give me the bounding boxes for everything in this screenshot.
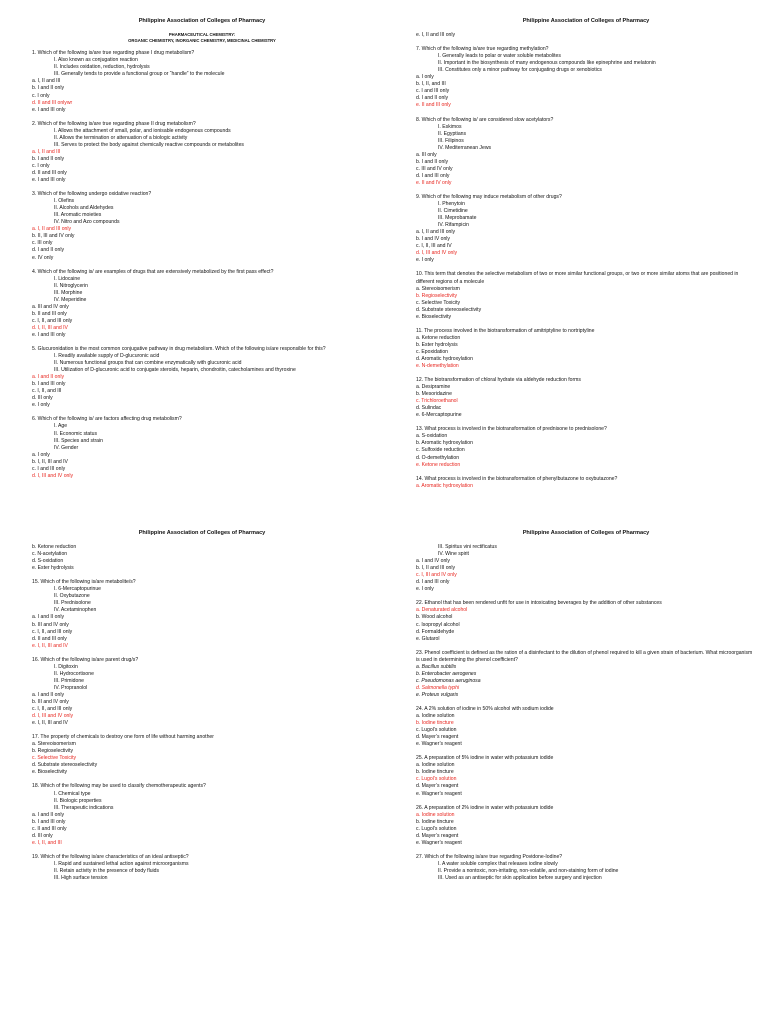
statement-item: I. Phenytoin: [438, 201, 465, 208]
statement-item: IV. Propranolol: [54, 684, 88, 691]
answer-option: e. Bioselectivity: [416, 313, 452, 320]
question: [416, 426, 756, 468]
question: [416, 854, 756, 882]
question-text: 7. Which of the following is/are true regarding methylation?: [416, 46, 549, 53]
answer-option: d. Substrate stereoselectivity: [416, 306, 482, 313]
page-header: Philippine Association of Colleges of Pharmacy: [522, 18, 650, 24]
answer-option: a. Stereoisomerism: [32, 741, 76, 748]
answer-option-marked: a. Iodine solution: [416, 811, 455, 818]
page-2: [384, 0, 768, 512]
question-text: 15. Which of the following is/are metabolite/s?: [32, 579, 136, 586]
answer-option: b. III and IV only: [32, 698, 69, 705]
answer-option: b. I and III only: [32, 818, 66, 825]
statement-item: II. Numerous functional groups that can combine enzymatically with glucuronic acid: [54, 360, 242, 367]
answer-option: b. I and II only: [32, 155, 64, 162]
answer-option-marked: e. N-demethylation: [416, 363, 459, 370]
question-text: 22. Ethanol that has been rendered unfit for use in intoxicating beverages by the addition of other substances: [416, 600, 662, 607]
answer-option: e. Wagner’s reagent: [416, 839, 462, 846]
question: [32, 50, 372, 113]
question-text: 12. The biotransformation of chloral hydrate via aldehyde reduction forms: [416, 377, 581, 384]
question-text: 14. What process is involved in the biotransformation of phenylbutazone to oxybutazone?: [416, 475, 618, 482]
question: [32, 191, 372, 261]
answer-option: a. I and II only: [32, 691, 64, 698]
answer-option: e. Ester hydrolysis: [32, 565, 74, 572]
statement-item: IV. Meperidine: [54, 296, 87, 303]
answer-option: d. Mayer’s reagent: [416, 832, 459, 839]
page-content: [32, 18, 372, 487]
answer-option: b. Enterobacter aerogenes: [416, 670, 477, 677]
answer-option: a. I only: [416, 74, 434, 81]
statement-item: III. Utilization of D-glucuronic acid to conjugate steroids, heparin, chondroitin, catecholamines and thyroxine: [54, 367, 296, 374]
question: [416, 377, 756, 419]
answer-option: a. Desipramine: [416, 384, 451, 391]
question-text: 27. Which of the following is/are true regarding Povidone-Iodine?: [416, 853, 563, 860]
answer-option: c. I, II, III and IV: [416, 243, 452, 250]
answer-option: b. Regioselectivity: [32, 748, 74, 755]
statement-item: II. Oxybutazone: [54, 593, 90, 600]
answer-option-marked: b. Iodine tincture: [416, 720, 454, 727]
answer-option: b. I and II only: [32, 85, 64, 92]
question-text: 4. Which of the following is/ are examples of drugs that are extensively metabolized by the first pass effect?: [32, 268, 274, 275]
statement-item: III. Therapeutic indications: [54, 804, 114, 811]
subtitle-block: [32, 32, 372, 43]
answer-option: e. 6-Mercaptopurine: [416, 412, 462, 419]
answer-option: d. O-demethylation: [416, 454, 460, 461]
answer-option: a. I and II only: [32, 811, 64, 818]
question: [416, 476, 756, 490]
answer-option-marked: e. I, II, III and IV: [32, 642, 68, 649]
question: [32, 783, 372, 846]
statement-item: I. Rapid and sustained lethal action against microorganisms: [54, 860, 189, 867]
statement-item: IV. Gender: [54, 444, 79, 451]
statement-item: I. Lidocaine: [54, 275, 81, 282]
subtitle: ORGANIC CHEMISTRY, INORGANIC CHEMISTRY, MEDICINAL CHEMISTRY: [128, 37, 276, 43]
question-text: 23. Phenol coefficient is defined as the ration of a disinfectant to the dilution of phenol required to kill a given strain of bacterium. What microorganism is used in determining the phenol coefficient?: [416, 649, 753, 663]
answer-option: b. Iodine tincture: [416, 818, 454, 825]
answer-option: c. Pseudomonas aeruginosa: [416, 677, 481, 684]
statement-item: III. Prednisolone: [54, 600, 91, 607]
statement-item: III. Spiritus vini rectificatus: [438, 544, 497, 551]
question-text: 10. This term that denotes the selective metabolism of two or more similar functional groups, or two or more similar atoms that are positioned in different regions of a molecule: [416, 271, 739, 285]
answer-option: c. I and III only: [32, 465, 66, 472]
answer-option-marked: a. I, II and III: [32, 148, 61, 155]
answer-option: e. I and III only: [32, 106, 66, 113]
answer-option-marked: a. I and II only: [32, 374, 64, 381]
statement-item: I. Age: [54, 423, 68, 430]
page-header: Philippine Association of Colleges of Pharmacy: [138, 18, 266, 24]
question-text: 24. A 2% solution of iodine in 50% alcohol with sodium iodide: [416, 705, 554, 712]
answer-option: e. I and III only: [32, 177, 66, 184]
continued-question: [416, 32, 756, 39]
answer-option: d. I and II only: [32, 247, 64, 254]
answer-option: a. Iodine solution: [416, 713, 455, 720]
question-text: 11. The process involved in the biotransformation of amitriptyline to nortriptyline: [416, 327, 595, 334]
answer-option: c. I, II, and III only: [32, 628, 73, 635]
answer-option: a. I and II only: [32, 614, 64, 621]
statement-item: III. Serves to protect the body against chemically reactive compounds or metabolites: [54, 141, 244, 148]
answer-option: a. Stereoisomerism: [416, 285, 460, 292]
question: [416, 328, 756, 370]
statement-item: II. Cimetidine: [438, 208, 468, 215]
statement-item: II. Egyptians: [438, 130, 467, 137]
answer-option: a. I only: [32, 451, 50, 458]
continued-question: [32, 544, 372, 572]
answer-option: d. III only: [32, 832, 53, 839]
statement-item: IV. Nitro and Azo compounds: [54, 219, 120, 226]
statement-item: I. Chemical type: [54, 790, 91, 797]
answer-option-marked: c. Lugol’s solution: [416, 776, 457, 783]
statement-item: II. Hydrocortisone: [54, 670, 94, 677]
question-text: 8. Which of the following is/ are considered slow acetylators?: [416, 116, 554, 123]
answer-option: e. I only: [32, 402, 50, 409]
answer-option: c. III only: [32, 240, 53, 247]
page-content: [416, 530, 756, 889]
answer-option-marked: e. II and IV only: [416, 179, 452, 186]
answer-option: c. Selective Toxicity: [416, 299, 461, 306]
answer-option: a. Ketone reduction: [416, 334, 461, 341]
answer-option: c. Sulfoxide reduction: [416, 447, 465, 454]
answer-option: d. II and III only: [32, 169, 67, 176]
statement-item: III. High surface tension: [54, 875, 108, 882]
question: [416, 650, 756, 699]
statement-item: I. Eskimos: [438, 123, 462, 130]
answer-option: c. I and III only: [416, 88, 450, 95]
answer-option: c. I only: [32, 92, 50, 99]
answer-option: e. I only: [416, 586, 434, 593]
answer-option: a. Iodine solution: [416, 762, 455, 769]
answer-option: e. Glutarol: [416, 635, 440, 642]
page-1: [0, 0, 384, 512]
statement-item: I. 6-Mercaptopurinue: [54, 586, 102, 593]
answer-option-marked: a. Denaturated alcohol: [416, 607, 468, 614]
answer-option: d. I and III only: [416, 172, 450, 179]
answer-option: b. I and IV only: [416, 236, 450, 243]
statement-item: I. Readily available supply of D-glucuronic acid: [54, 353, 160, 360]
answer-option: d. S-oxidation: [32, 558, 64, 565]
statement-item: III. Generally tends to provide a functional group or “handle” to the molecule: [54, 71, 225, 78]
question-text: 19. Which of the following is/are characteristics of an ideal antiseptic?: [32, 853, 189, 860]
question-text: 2. Which of the following is/are true regarding phase II drug metabolism?: [32, 120, 196, 127]
page-4: [384, 512, 768, 1024]
question: [32, 121, 372, 184]
answer-option: a. I and IV only: [416, 558, 450, 565]
question: [32, 416, 372, 479]
answer-option: a. I, II and III only: [416, 229, 456, 236]
subtitle: PHARMACEUTICAL CHEMISTRY:: [168, 32, 236, 38]
statement-item: IV. Wine spirit: [438, 551, 469, 558]
question: [32, 579, 372, 649]
answer-option: e. I, II and III only: [416, 32, 456, 39]
answer-option: b. Wood alcohol: [416, 614, 453, 621]
page-content: [32, 530, 372, 889]
question-text: 26. A preparation of 2% iodine in water with potassium iodide: [416, 804, 554, 811]
question-text: 3. Which of the following undergo oxidative reaction?: [32, 191, 152, 198]
statement-item: I. Digitoxin: [54, 663, 78, 670]
answer-option: d. Formaldehyde: [416, 628, 455, 635]
answer-option: b. Ester hydrolysis: [416, 341, 458, 348]
answer-option: c. I, II, and III only: [32, 706, 73, 713]
answer-option-marked: a. Aromatic hydroxylation: [416, 482, 473, 489]
answer-option-marked: a. I, II and III only: [32, 226, 72, 233]
answer-option: a. III only: [416, 151, 437, 158]
answer-option-marked: e. I, II, and III: [32, 839, 62, 846]
answer-option: a. I, II and III: [32, 78, 61, 85]
statement-item: IV. Rifampicin: [438, 222, 469, 229]
statement-item: IV. Mediterranean Jews: [438, 144, 492, 151]
page-header: Philippine Association of Colleges of Pharmacy: [522, 530, 650, 536]
question: [32, 734, 372, 776]
answer-option: d. II and III only: [32, 635, 67, 642]
question: [32, 269, 372, 339]
question-text: 16. Which of the following is/are parent drug/s?: [32, 656, 139, 663]
answer-option-marked: e. II and III only: [416, 102, 451, 109]
question: [32, 854, 372, 882]
question-text: 5. Glucuronidation is the most common conjugative pathway in drug metabolism. Which of the following is/are responsible for this?: [32, 346, 326, 353]
statement-item: II. Nitroglycerin: [54, 282, 88, 289]
answer-option-marked: e. Ketone reduction: [416, 461, 461, 468]
question: [416, 46, 756, 109]
question-text: 1. Which of the following is/are true regarding phase I drug metabolism?: [32, 50, 195, 57]
question-text: 17. The property of chemicals to destroy one form of life without harming another: [32, 734, 214, 741]
question: [416, 600, 756, 642]
answer-option-marked: d. II and III onlywr: [32, 99, 73, 106]
answer-option: d. III only: [32, 395, 53, 402]
answer-option-marked: d. I, III and IV only: [32, 713, 74, 720]
answer-option: d. Mayer’s reagent: [416, 734, 459, 741]
answer-option: d. I and II only: [416, 95, 448, 102]
statement-item: II. Retain activity in the presence of body fluids: [54, 867, 160, 874]
answer-option: a. S-oxidation: [416, 433, 448, 440]
answer-option: c. II and III only: [32, 825, 67, 832]
statement-item: I. Olefins: [54, 198, 75, 205]
answer-option-marked: c. Trichloroethanol: [416, 398, 458, 405]
answer-option-marked: b. Regioselectivity: [416, 292, 458, 299]
answer-option: c. Lugol’s solution: [416, 825, 457, 832]
question-text: 25. A preparation of 5% iodine in water with potassium iodide: [416, 755, 554, 762]
question: [416, 271, 756, 320]
answer-option: b. Ketone reduction: [32, 544, 77, 551]
statement-item: III. Used as an antiseptic for skin application before surgery and injection: [438, 874, 602, 881]
question-text: 6. Which of the following is/ are factors affecting drug metabolism?: [32, 416, 182, 423]
statement-item: IV. Acetaminophen: [54, 607, 97, 614]
answer-option: b. I and II only: [416, 158, 448, 165]
statement-item: III. Species and strain: [54, 437, 103, 444]
statement-item: II. Allows the termination or attenuation of a biologic activity: [54, 134, 188, 141]
statement-item: I. Generally leads to polar or water soluble metabolites: [438, 53, 561, 60]
answer-option: c. Isopropyl alcohol: [416, 621, 460, 628]
answer-option: b. Mesoridazine: [416, 391, 452, 398]
statement-item: II. Important in the biosynthesis of many endogenous compounds like epinephrine and melatonin: [438, 60, 656, 67]
question: [32, 657, 372, 727]
answer-option: e. I only: [416, 257, 434, 264]
statement-item: I. A water soluble complex that releases iodine slowly: [438, 860, 558, 867]
question: [416, 194, 756, 264]
page-content: [416, 18, 756, 497]
question-text: 13. What process is involved in the biotransformation of prednisone to prednisolone?: [416, 426, 607, 433]
continued-question: [416, 544, 756, 593]
answer-option: e. Wagner’s reagent: [416, 741, 462, 748]
answer-option: d. Substrate stereoselectivity: [32, 762, 98, 769]
statement-item: III. Meprobamate: [438, 215, 477, 222]
answer-option: c. Epoxidation: [416, 348, 448, 355]
answer-option: b. I, II and III only: [416, 565, 456, 572]
statement-item: III. Aromatic moieties: [54, 212, 102, 219]
statement-item: III. Primidone: [54, 677, 85, 684]
answer-option: c. III and IV only: [416, 165, 453, 172]
answer-option-marked: d. Salmonella typhi: [416, 684, 460, 691]
statement-item: III. Constitutes only a minor pathway for conjugating drugs or xenobiotics: [438, 67, 602, 74]
answer-option: b. I, II, III and IV: [32, 458, 68, 465]
question: [416, 706, 756, 748]
statement-item: III. Morphine: [54, 289, 83, 296]
answer-option: d. Sulindac: [416, 405, 442, 412]
answer-option-marked: d. I, III and IV only: [416, 250, 458, 257]
answer-option: b. Iodine tincture: [416, 769, 454, 776]
answer-option: d. Aromatic hydroxylation: [416, 355, 473, 362]
page-header: Philippine Association of Colleges of Pharmacy: [138, 530, 266, 536]
answer-option: a. Bacillus subtilis: [416, 663, 457, 670]
page-3: [0, 512, 384, 1024]
statement-item: II. Provide a nontoxic, non-irritating, non-volatile, and non-staining form of iodine: [438, 867, 619, 874]
answer-option-marked: d. I, II, III and IV: [32, 324, 68, 331]
answer-option: d. Mayer’s reagent: [416, 783, 459, 790]
answer-option: e. I, II, III and IV: [32, 720, 68, 727]
answer-option: b. II, III and IV only: [32, 233, 75, 240]
statement-item: II. Includes oxidation, reduction, hydrolysis: [54, 64, 150, 71]
question: [416, 805, 756, 847]
question: [416, 117, 756, 187]
answer-option: b. II and III only: [32, 310, 67, 317]
answer-option: b. I, II, and III: [416, 81, 446, 88]
answer-option-marked: d. I, III and IV only: [32, 472, 74, 479]
answer-option: c. I, II, and III only: [32, 317, 73, 324]
statement-item: III. Filipinos: [438, 137, 464, 144]
statement-item: II. Economic status: [54, 430, 98, 437]
question: [416, 755, 756, 797]
answer-option: c. Lugol’s solution: [416, 727, 457, 734]
statement-item: I. Also known as conjugation reaction: [54, 57, 138, 64]
answer-option: b. Aromatic hydroxylation: [416, 440, 473, 447]
question: [32, 346, 372, 409]
answer-option: d. I and III only: [416, 579, 450, 586]
statement-item: I. Allows the attachment of small, polar, and ionisable endogenous compounds: [54, 127, 231, 134]
answer-option: c. I only: [32, 162, 50, 169]
answer-option: b. I and III only: [32, 381, 66, 388]
answer-option: a. III and IV only: [32, 303, 69, 310]
statement-item: II. Biologic properties: [54, 797, 102, 804]
answer-option-marked: c. I, III and IV only: [416, 572, 457, 579]
answer-option: c. N-acetylation: [32, 551, 68, 558]
answer-option: e. Bioselectivity: [32, 769, 68, 776]
answer-option: e. IV only: [32, 254, 54, 261]
answer-option: e. I and III only: [32, 331, 66, 338]
answer-option: e. Proteus vulgaris: [416, 691, 459, 698]
question-text: 9. Which of the following may induce metabolism of other drugs?: [416, 193, 562, 200]
answer-option: c. I, II, and III: [32, 388, 62, 395]
answer-option: e. Wagner’s reagent: [416, 790, 462, 797]
answer-option: b. III and IV only: [32, 621, 69, 628]
answer-option-marked: c. Selective Toxicity: [32, 755, 77, 762]
question-text: 18. Which of the following may be used to classify chemotherapeutic agents?: [32, 783, 206, 790]
statement-item: II. Alcohols and Aldehydes: [54, 205, 114, 212]
